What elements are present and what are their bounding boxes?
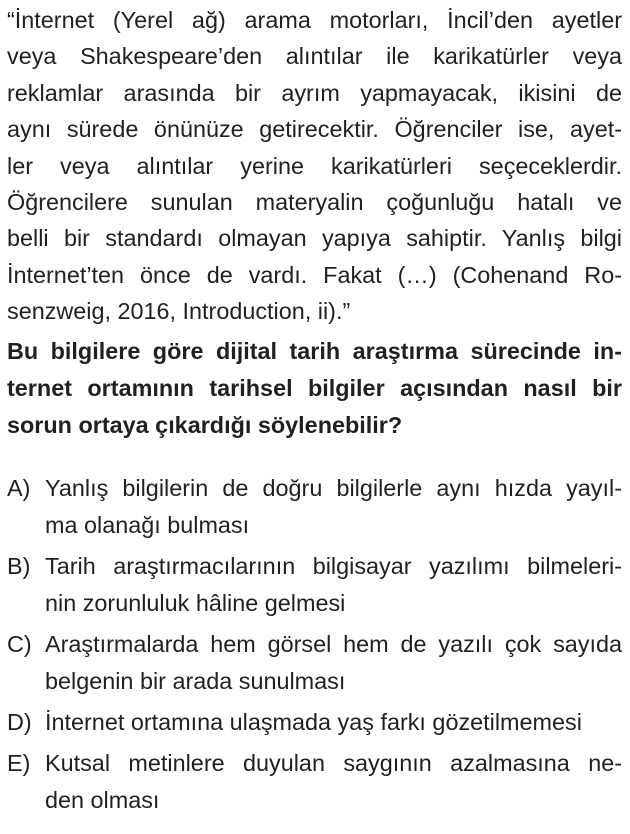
option-text-line: Araştırmalarda hem görsel hem de yazılı çok sayıda: [45, 630, 622, 657]
question-line: ternet ortamının tarihsel bilgiler açısından nasıl bir: [7, 374, 622, 401]
option-a[interactable]: [7, 470, 622, 544]
question-line: Bu bilgilere göre dijital tarih araştırma sürecinde in-: [7, 337, 622, 364]
option-b[interactable]: [7, 548, 622, 622]
option-c[interactable]: [7, 626, 622, 700]
passage-line: “İnternet (Yerel ağ) arama motorları, İncil’den ayetler: [7, 7, 622, 33]
passage-line: senzweig, 2016, Introduction, ii).”: [7, 298, 351, 325]
option-text-line: den olması: [45, 786, 160, 813]
option-text-line: Tarih araştırmacılarının bilgisayar yazılımı bilmeleri-: [45, 552, 622, 579]
option-letter: B): [7, 552, 31, 579]
passage-line: belli bir standardı olmayan yapıya sahiptir. Yanlış bilgi: [7, 225, 622, 252]
option-letter: E): [7, 749, 31, 776]
option-d[interactable]: [7, 704, 622, 741]
option-letter: C): [7, 630, 32, 657]
answer-options: [7, 470, 622, 819]
passage-line: İnternet’ten önce de vardı. Fakat (…) (Cohenand Ro-: [7, 261, 622, 288]
option-letter: A): [7, 474, 31, 501]
option-text-line: Kutsal metinlere duyulan saygının azalmasına ne-: [45, 749, 622, 776]
option-text-line: İnternet ortamına ulaşmada yaş farkı gözetilmemesi: [45, 708, 582, 735]
option-text-line: belgenin bir arada sunulması: [45, 667, 346, 694]
passage-line: veya Shakespeare’den alıntılar ile karikatürler veya: [7, 43, 622, 70]
passage-line: reklamlar arasında bir ayrım yapmayacak, ikisini de: [7, 79, 622, 106]
passage-line: aynı sürede önünüze getirecektir. Öğrenciler ise, ayet-: [7, 116, 622, 143]
passage-line: ler veya alıntılar yerine karikatürleri seçeceklerdir.: [7, 152, 622, 179]
option-text-line: ma olanağı bulması: [45, 511, 250, 538]
option-text-line: nin zorunluluk hâline gelmesi: [45, 589, 346, 616]
question-stem: [7, 333, 622, 444]
passage-line: Öğrencilere sunulan materyalin çoğunluğu hatalı ve: [7, 189, 622, 216]
question-line: sorun ortaya çıkardığı söylenebilir?: [7, 411, 403, 438]
quote-passage: [7, 0, 622, 330]
option-e[interactable]: [7, 745, 622, 819]
option-letter: D): [7, 708, 32, 735]
option-text-line: Yanlış bilgilerin de doğru bilgilerle aynı hızda yayıl-: [45, 474, 622, 501]
